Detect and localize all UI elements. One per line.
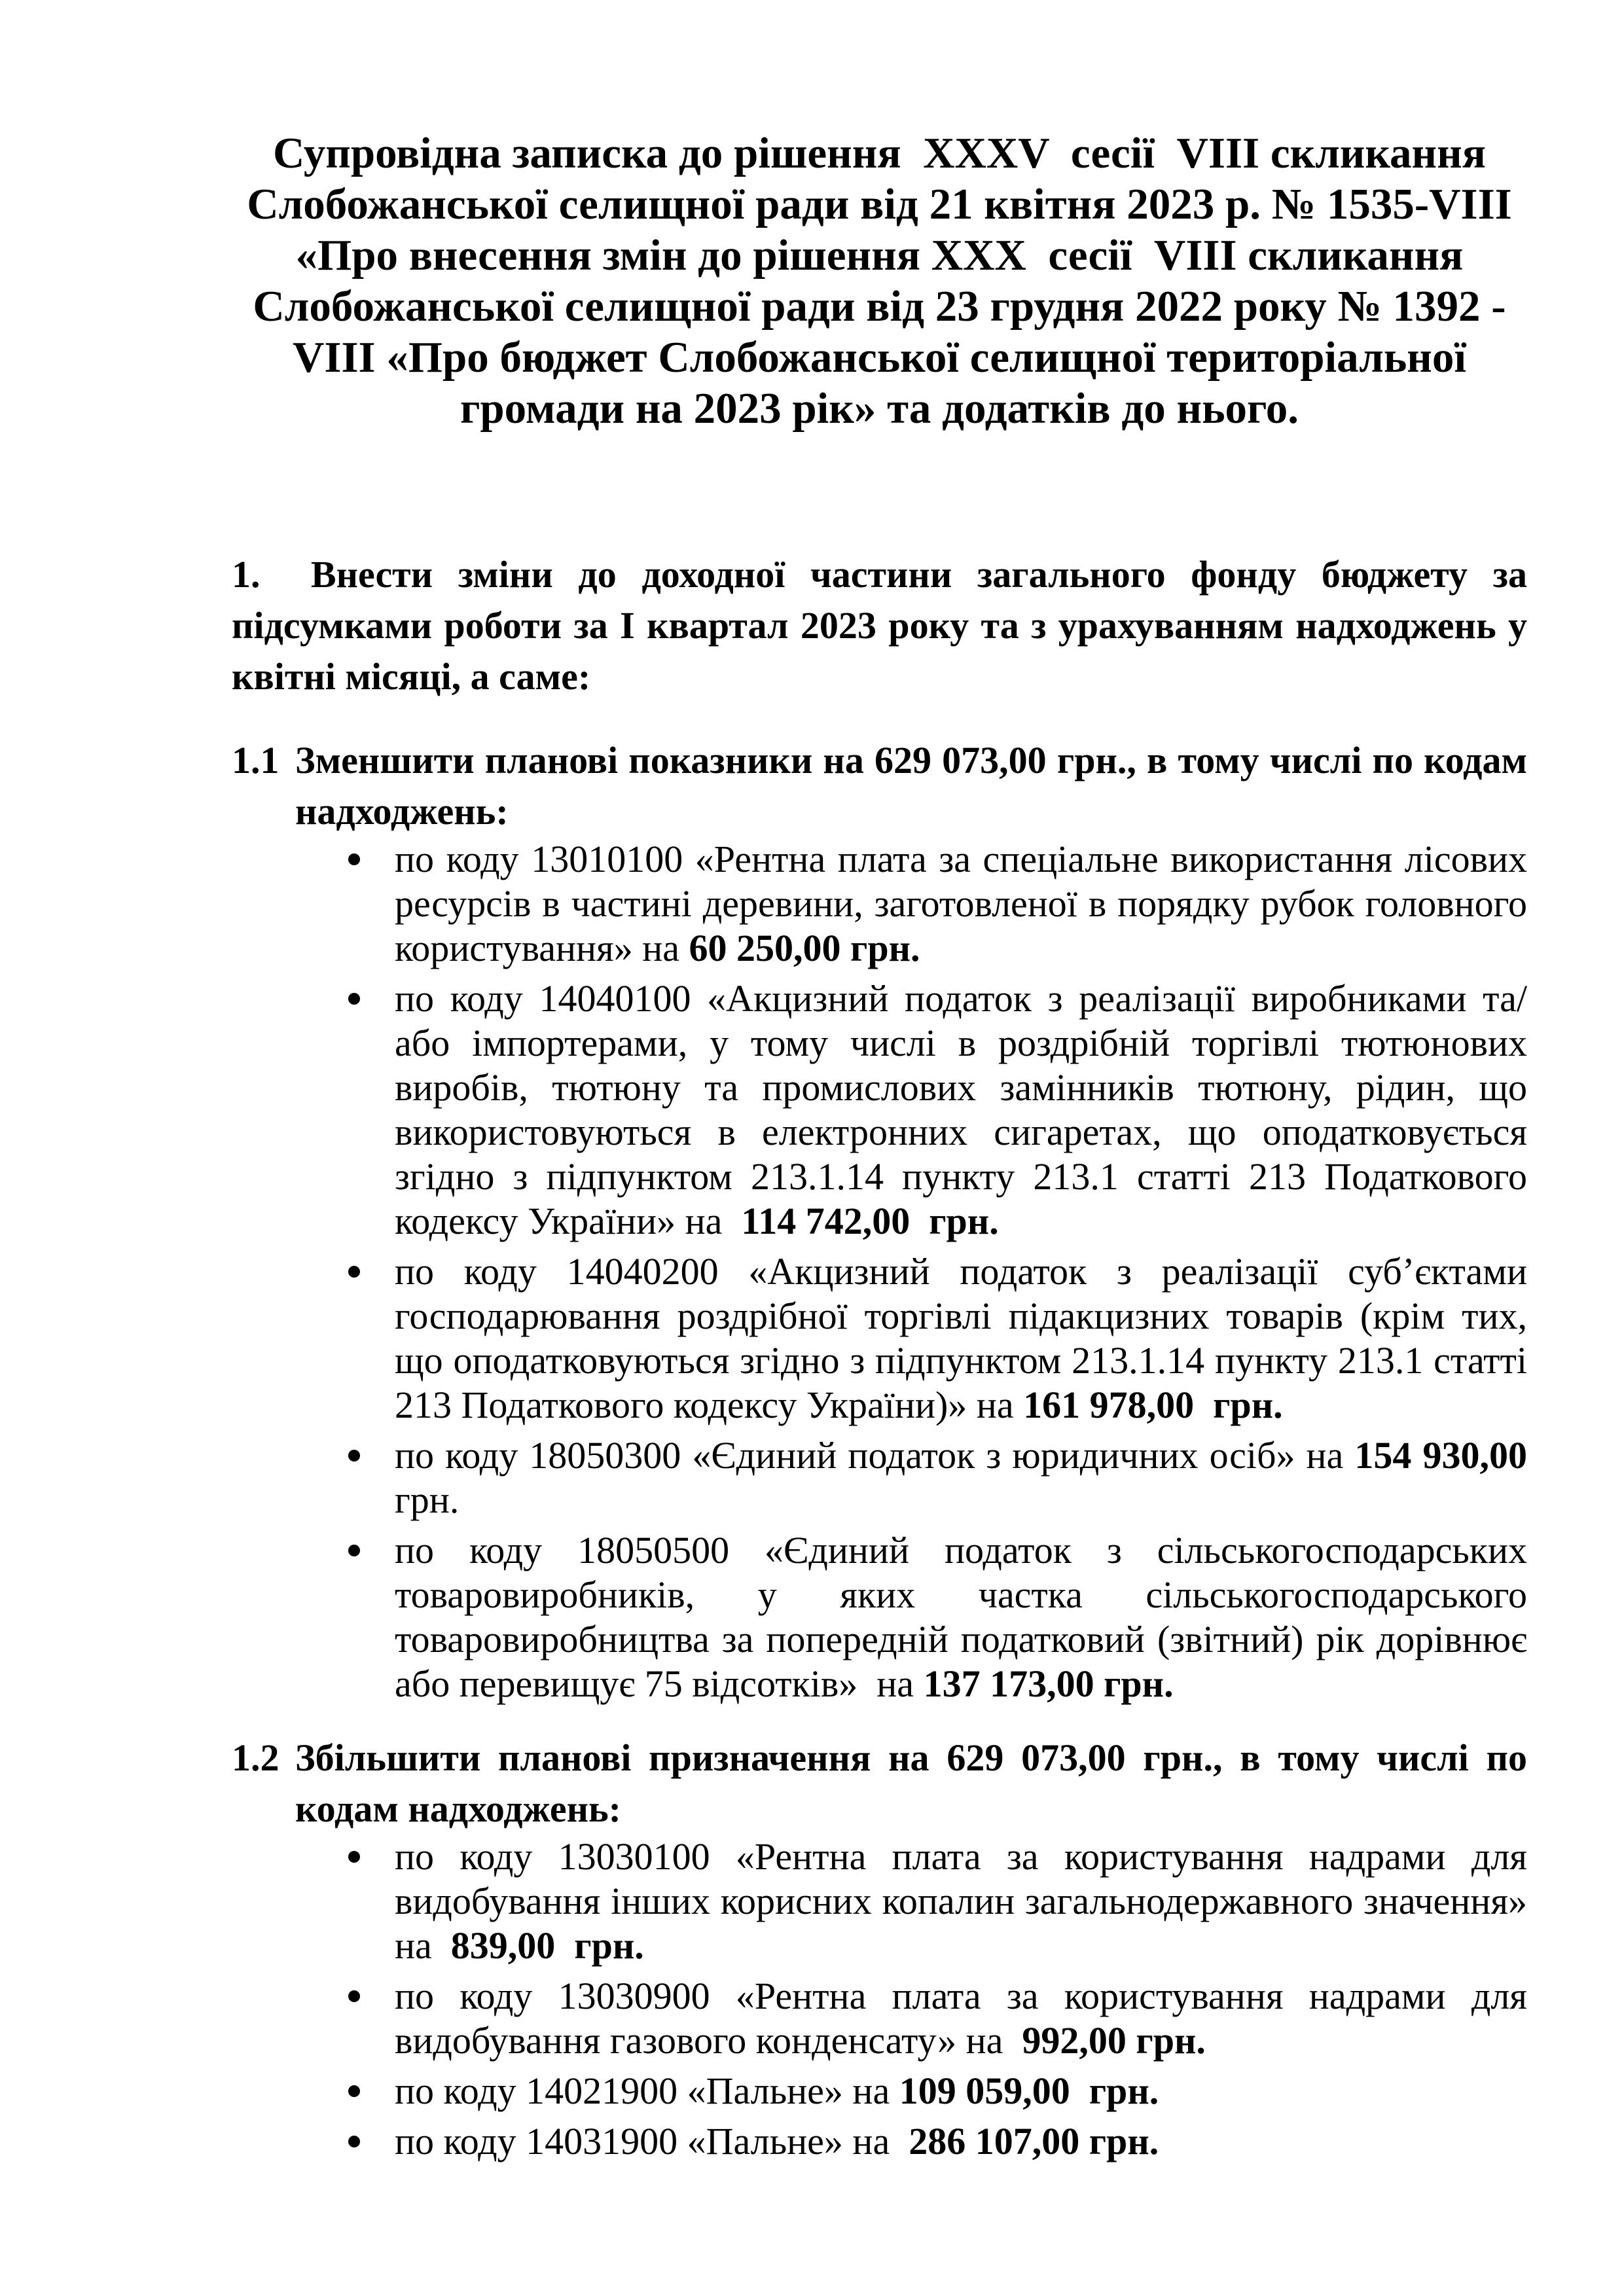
list-item [395,1835,1537,1968]
item-amount: 137 173,00 грн. [923,1662,1174,1705]
document-title [232,128,1527,434]
section-1-1-text: Зменшити планові показники на 629 073,00 грн., в тому числі по кодам надходжень: [295,739,1537,833]
document-content [0,128,1624,2164]
section-1-2-text: Збільшити планові призначення на 629 073,00 грн., в тому числі по кодам надходжень: [295,1736,1537,1830]
item-text: по коду 14040100 «Акцизний податок з реалізації виробниками та/або імпортерами, у тому числі в роздрібній торгівлі тютюнових виробів, тютюну та промислових замінників тютюну, рідин, що використовуються в електронних сигаретах, що оподатковується згідно з підпунктом 213.1.14 пункту 213.1 статті 213 Податкового кодексу України» на [395,977,1537,1242]
bullet-icon [348,1266,360,1278]
section-1-1-number: 1.1 [232,739,280,781]
title-line-5: VIII «Про бюджет Слобожанської селищної територіальної [293,333,1466,382]
bullet-icon [348,1990,360,2002]
bullet-icon [348,1450,360,1462]
item-amount: 161 978,00 грн. [1023,1384,1283,1426]
item-amount: 60 250,00 грн. [689,927,920,969]
section-1-1-heading [232,735,1537,837]
item-amount: 109 059,00 грн. [899,2070,1159,2112]
title-line-3: «Про внесення змін до рішення XXX сесії VIII скликання [295,231,1464,279]
bullet-icon [348,1545,360,1556]
title-line-4: Слобожанської селищної ради від 23 грудня 2022 року № 1392 - [253,282,1506,331]
item-text: по коду 13010100 «Рентна плата за спеціальне використання лісових ресурсів в частині деревини, заготовленої в порядку рубок головного користування» на [395,838,1537,969]
decrease-list [232,837,1537,1706]
title-line-1: Супровідна записка до рішення XXXV сесії VIII скликання [273,129,1486,177]
item-text: по коду 14031900 «Пальне» на [395,2120,909,2162]
list-item [395,1249,1537,1427]
item-amount: 992,00 грн. [1022,2019,1206,2062]
item-amount: 114 742,00 грн. [741,1200,999,1242]
list-item [395,2119,1527,2164]
title-line-6: громади на 2023 рік» та додатків до нього. [460,384,1299,433]
title-line-2: Слобожанської селищної ради від 21 квітня 2023 р. № 1535-VIII [247,180,1512,228]
item-suffix: грн. [395,1434,1537,1521]
bullet-icon [348,1851,360,1863]
bullet-icon [348,2136,360,2147]
item-text: по коду 13030900 «Рентна плата за користування надрами для видобування газового конденсату» на [395,1975,1537,2062]
item-text: по коду 14021900 «Пальне» на [395,2070,899,2112]
list-item [395,1974,1537,2063]
item-amount: 839,00 грн. [450,1924,644,1967]
item-text: по коду 18050300 «Єдиний податок з юридичних осіб» на [395,1434,1355,1477]
intro-paragraph: 1. Внести зміни до доходної частини загального фонду бюджету за підсумками роботи за І квартал 2023 року та з урахуванням надходжень у квітні місяці, а саме: [232,553,1537,698]
bullet-icon [348,2085,360,2097]
section-1-2-heading [232,1732,1537,1835]
item-amount: 154 930,00 [1354,1434,1527,1477]
list-item [395,2069,1527,2113]
item-text: по коду 14040200 «Акцизний податок з реалізації суб’єктами господарювання роздрібної торгівлі підакцизних товарів (крім тих, що оподатковуються згідно з підпунктом 213.1.14 пункту 213.1 статті 213 Податкового кодексу України)» на [395,1250,1537,1426]
increase-list [232,1835,1537,2164]
list-item [395,1433,1537,1522]
section-1-2-number: 1.2 [232,1736,280,1779]
bullet-icon [348,993,360,1005]
item-amount: 286 107,00 грн. [909,2120,1159,2162]
item-text: по коду 13030100 «Рентна плата за користування надрами для видобування інших корисних копалин загальнодержавного значення» на [395,1835,1537,1967]
list-item [395,977,1537,1244]
item-text: по коду 18050500 «Єдиний податок з сільськогосподарських товаровиробників, у яких частка сільськогосподарського товаровиробництва за попередній податковий (звітний) рік дорівнює або перевищує 75 відсотків» на [395,1529,1537,1705]
list-item [395,837,1537,971]
bullet-icon [348,853,360,865]
list-item [395,1528,1537,1706]
